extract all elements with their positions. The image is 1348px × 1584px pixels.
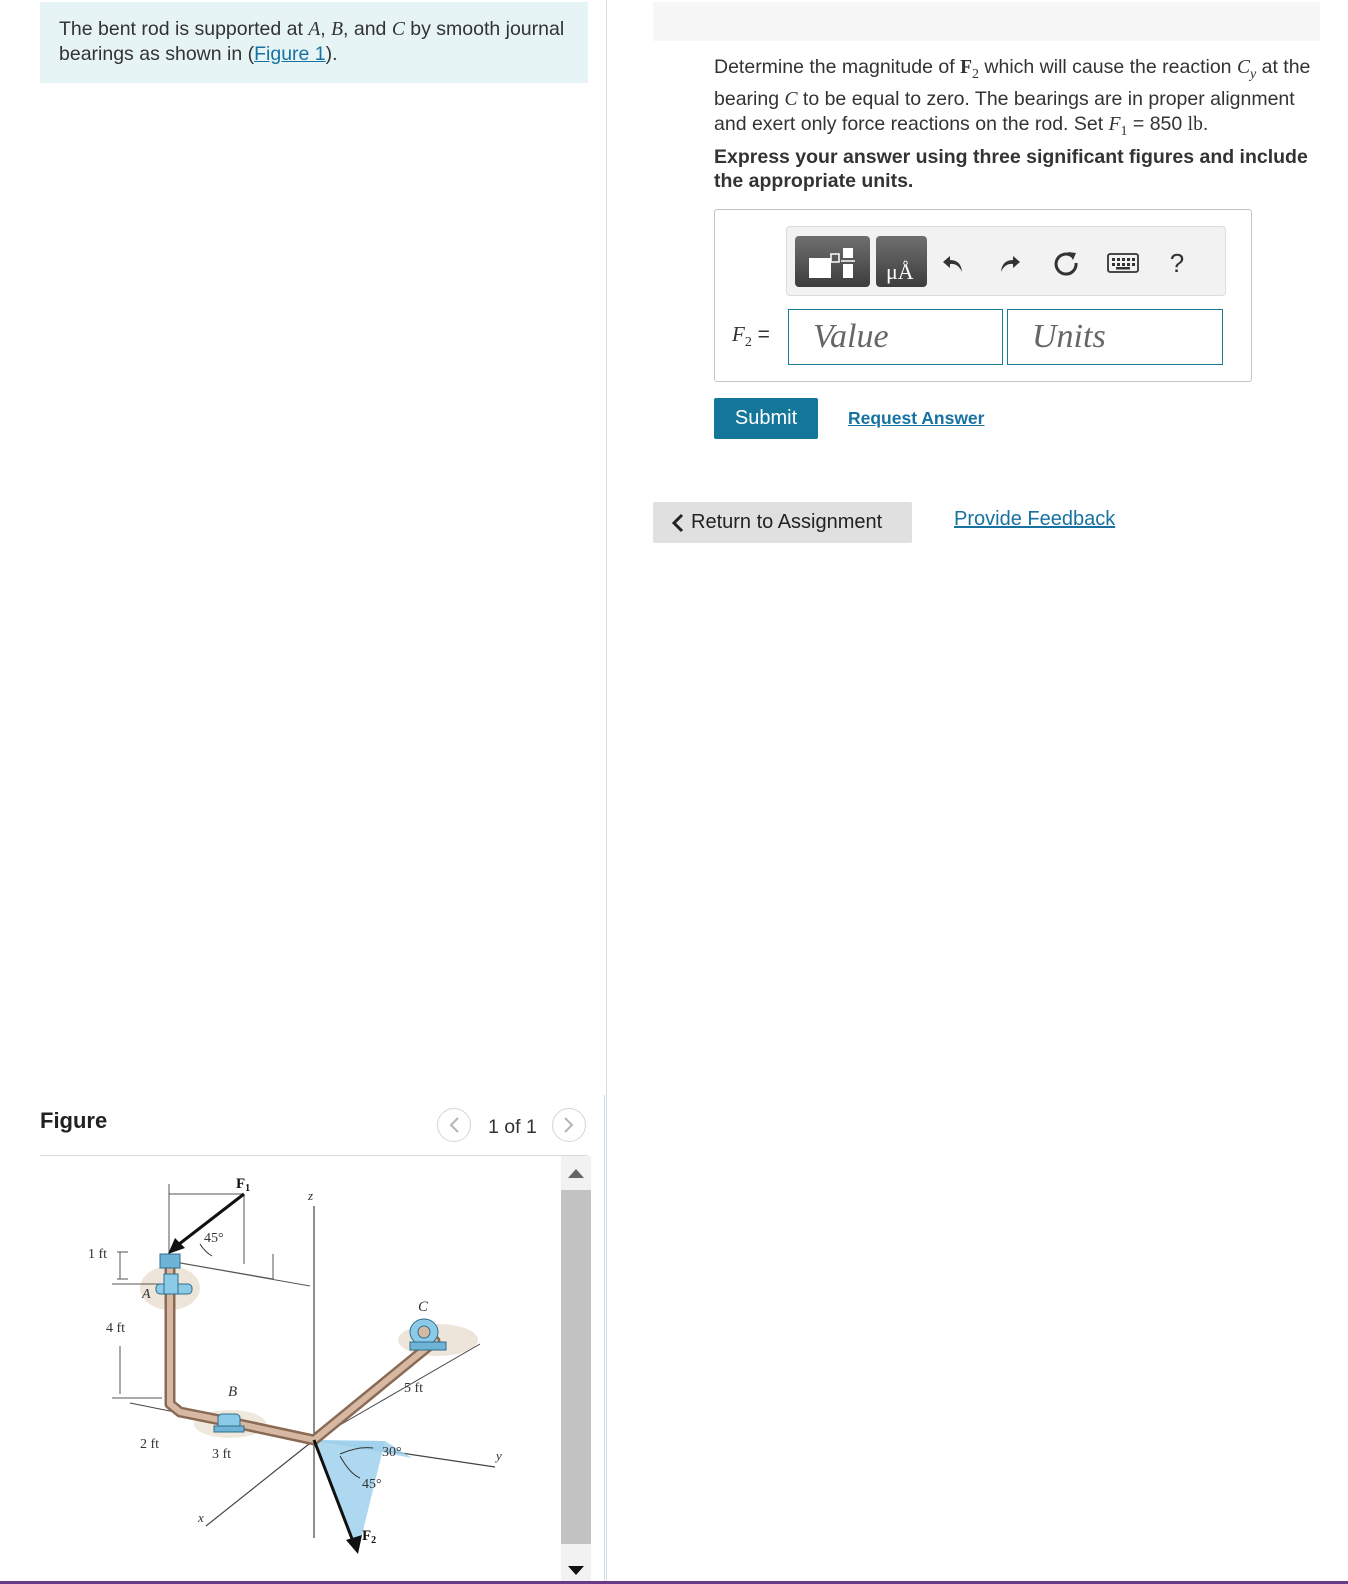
- figure-title: Figure: [40, 1108, 108, 1133]
- figure-scrollbar[interactable]: [561, 1156, 591, 1584]
- intro-text: The bent rod is supported at: [59, 18, 309, 40]
- keyboard-button[interactable]: [1105, 247, 1141, 279]
- figure-image: [40, 1156, 556, 1584]
- bearing-b: [214, 1414, 244, 1432]
- intro-text: by smooth journal bearings as shown in (: [59, 18, 565, 65]
- svg-text:F1: $F_1$: [236, 1176, 251, 1194]
- units-input[interactable]: [1007, 309, 1223, 365]
- reset-button[interactable]: [1050, 247, 1082, 279]
- keyboard-icon: [1107, 252, 1139, 274]
- reset-icon: [1052, 249, 1080, 277]
- figure-link[interactable]: Figure 1: [254, 43, 326, 65]
- redo-button[interactable]: [994, 247, 1026, 279]
- svg-text:30°: 30°: [382, 1445, 402, 1460]
- svg-text:z: z: [308, 1188, 314, 1203]
- svg-text:y: y: [496, 1448, 502, 1463]
- svg-text:1 ft: 1 ft: [88, 1247, 108, 1262]
- svg-text:3 ft: 3 ft: [212, 1447, 232, 1462]
- return-to-assignment-button[interactable]: [653, 502, 912, 543]
- undo-icon: [940, 250, 966, 276]
- scroll-up-icon[interactable]: [568, 1169, 584, 1178]
- column-divider: [604, 1095, 605, 1584]
- figure-prev-button[interactable]: [437, 1108, 471, 1142]
- var-b: B: [331, 19, 344, 40]
- question-text: Determine the magnitude of $F_2$ which will cause the reaction $C_y$ at the bearing C to be equal to zero. The bearings are in proper alignment and exert only force reactions on the rod. Set $F_1 = 850$ lb.: [714, 56, 1311, 139]
- units-icon: μÅ: [886, 259, 914, 284]
- svg-text:x: x: [198, 1510, 204, 1525]
- value-input[interactable]: [788, 309, 1003, 365]
- svg-text:B: B: [228, 1384, 238, 1400]
- submit-button[interactable]: Submit: [714, 398, 818, 439]
- figure-next-button[interactable]: [552, 1108, 586, 1142]
- part-header: [653, 2, 1320, 41]
- chevron-right-icon: [563, 1116, 575, 1134]
- chevron-left-icon: [448, 1116, 460, 1134]
- var-c: C: [391, 19, 405, 40]
- force-f2: F: [960, 57, 972, 78]
- help-button[interactable]: [1161, 247, 1193, 279]
- figure-pager: 1 of 1: [488, 1116, 537, 1138]
- svg-text:5 ft: 5 ft: [404, 1381, 424, 1396]
- scrollbar-thumb[interactable]: [561, 1190, 591, 1544]
- problem-intro: [40, 2, 588, 83]
- svg-text:C: C: [418, 1299, 429, 1315]
- intro-text: ).: [325, 43, 338, 65]
- chevron-left-icon: [671, 513, 685, 533]
- answer-instruction: Express your answer using three significant figures and include the appropriate units.: [714, 146, 1308, 192]
- templates-icon: [795, 236, 870, 287]
- return-label: Return to Assignment: [691, 511, 883, 533]
- help-icon: ?: [1169, 247, 1185, 278]
- templates-button[interactable]: [795, 236, 870, 287]
- intro-sep: , and: [343, 18, 392, 40]
- svg-text:45°: 45°: [204, 1231, 224, 1246]
- var-a: A: [308, 19, 321, 40]
- provide-feedback-link[interactable]: Provide Feedback: [954, 508, 1116, 530]
- column-divider: [606, 0, 607, 1584]
- request-answer-link[interactable]: Request Answer: [848, 408, 985, 428]
- undo-button[interactable]: [937, 247, 969, 279]
- svg-text:4 ft: 4 ft: [106, 1321, 126, 1336]
- svg-text:2 ft: 2 ft: [140, 1437, 160, 1452]
- svg-text:A: A: [142, 1287, 151, 1302]
- reaction-cy: C: [1236, 57, 1250, 78]
- scroll-down-icon[interactable]: [568, 1566, 584, 1575]
- intro-sep: ,: [320, 18, 332, 40]
- answer-label: $F_2$ =: [732, 322, 770, 351]
- math-toolbar: [786, 226, 1226, 296]
- units-button[interactable]: [876, 236, 927, 287]
- redo-icon: [997, 250, 1023, 276]
- svg-text:F2: $F_2$: [362, 1528, 377, 1546]
- svg-text:45°: 45°: [362, 1477, 382, 1492]
